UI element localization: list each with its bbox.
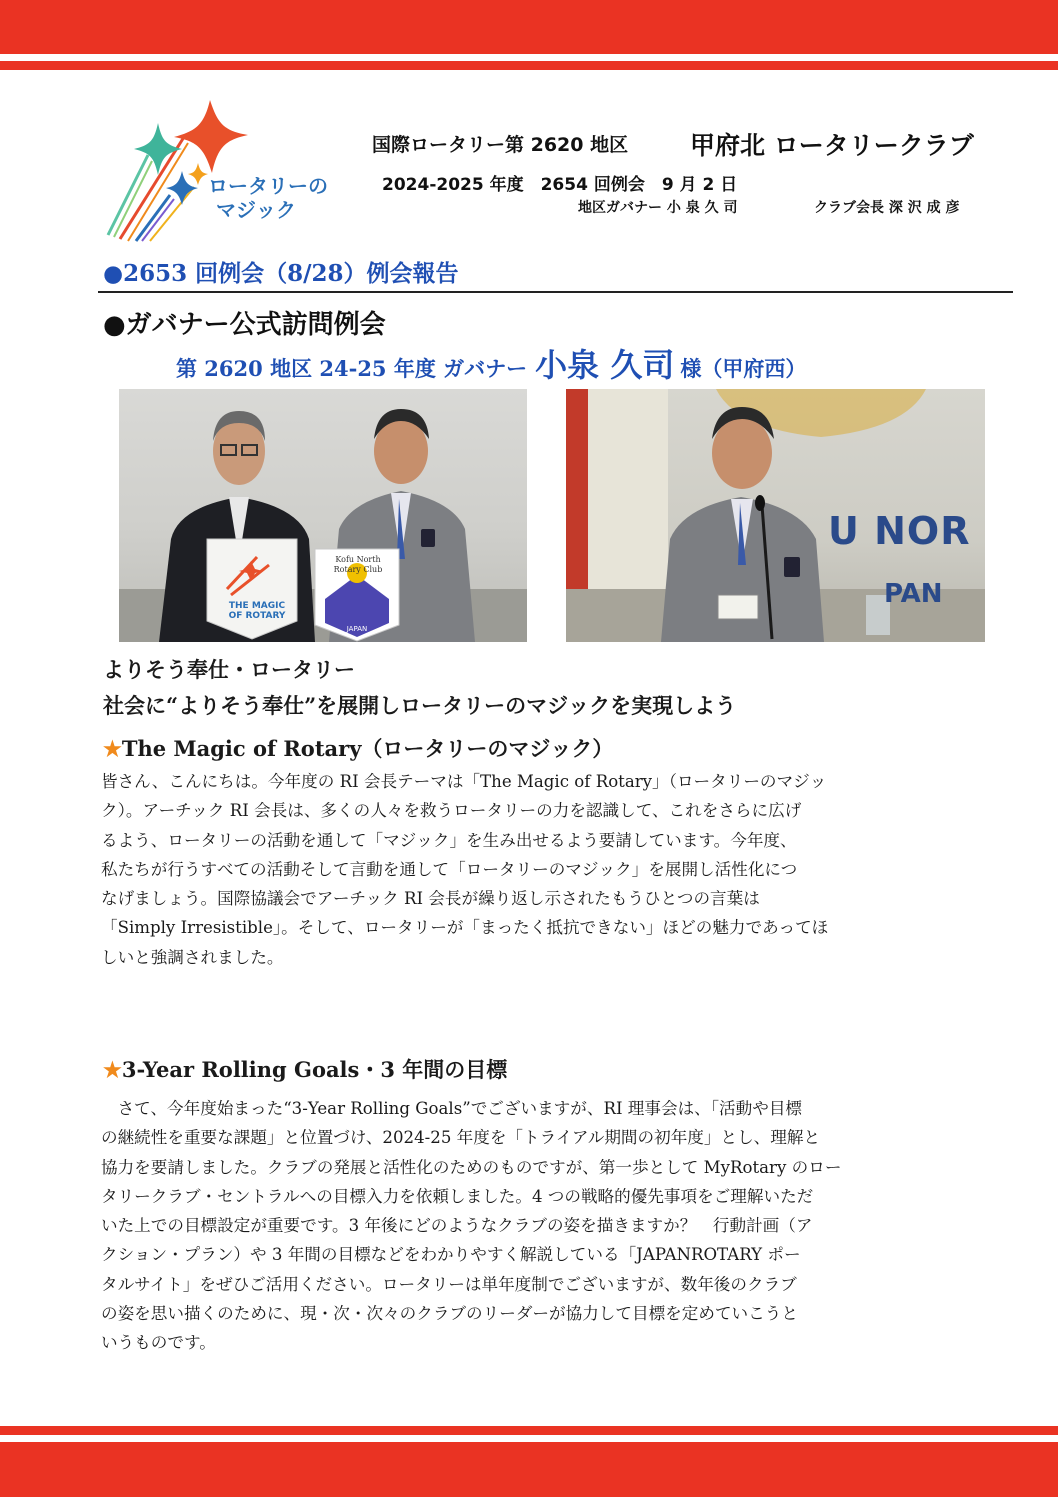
governor-name: 小泉 久司 xyxy=(535,346,675,384)
divider xyxy=(98,291,1013,293)
magic-banner-text: THE MAGIC OF ROTARY xyxy=(228,601,286,621)
paragraph-line: 私たちが行うすべての活動そして言動を通して「ロータリーのマジック」を展開し活性化につ xyxy=(101,859,798,879)
section2-title: 3-Year Rolling Goals・3 年間の目標 xyxy=(121,1057,508,1082)
section1-heading xyxy=(103,733,613,763)
paragraph-line: さて、今年度始まった“3-Year Rolling Goals”でございますが、RI 理事会は、「活動や目標 xyxy=(101,1099,803,1118)
meeting-line: 2024-2025 年度 2654 回例会 9 月 2 日 xyxy=(382,175,738,195)
logo-text-line1: ロータリーの xyxy=(208,174,328,198)
paragraph-line: の継続性を重要な課題」と位置づけ、2024-25 年度を「トライアル期間の初年度」とし、理解と xyxy=(101,1128,821,1148)
star-icon: ★ xyxy=(103,736,122,761)
club-banner-japan: JAPAN xyxy=(346,625,368,633)
paragraph-line: タルサイト」をぜひご活用ください。ロータリーは単年度制でございますが、数年後のクラブ xyxy=(101,1274,797,1294)
sign-text-line1: U NOR xyxy=(828,509,971,553)
logo-text-line2: マジック xyxy=(216,198,296,222)
bottom-red-band xyxy=(0,1442,1058,1497)
governor-suffix: 様（甲府西） xyxy=(680,356,807,381)
top-red-stripe xyxy=(0,61,1058,70)
paragraph-line: 皆さん、こんにちは。今年度の RI 会長テーマは「The Magic of Rotary」（ロータリーのマジッ xyxy=(101,772,827,791)
governor-prefix: 第 2620 地区 24-25 年度 ガバナー xyxy=(176,356,528,381)
section2-body xyxy=(101,1094,1006,1358)
photo-banner-exchange xyxy=(119,389,527,642)
governor-label: 地区ガバナー 小 泉 久 司 xyxy=(578,200,738,216)
club-banner-text: Kofu North Rotary Club xyxy=(333,555,383,574)
report-title: ●2653 回例会（8/28）例会報告 xyxy=(103,260,459,287)
section2-heading xyxy=(103,1054,507,1084)
photo-governor-speech xyxy=(566,389,985,642)
paragraph-line: いうものです。 xyxy=(101,1333,216,1353)
paragraph-line: ク）。アーチック RI 会長は、多くの人々を救うロータリーの力を認識して、これをさらに広げ xyxy=(101,801,802,821)
paragraph-line: いた上での目標設定が重要です。3 年後にどのようなクラブの姿を描きますか？ 行動計画（ア xyxy=(101,1216,813,1236)
paragraph-line: るよう、ロータリーの活動を通して「マジック」を生み出せるよう要請しています。今年度、 xyxy=(101,830,797,850)
paragraph-line: 「Simply Irresistible」。そして、ロータリーが「まったく抵抗できない」ほどの魅力であってほ xyxy=(101,918,829,938)
paragraph-line: なげましょう。国際協議会でアーチック RI 会長が繰り返し示されたもうひとつの言葉は xyxy=(101,889,760,909)
magic-of-rotary-logo xyxy=(100,95,360,245)
section1-body xyxy=(101,767,1006,972)
president-label: クラブ会長 深 沢 成 彦 xyxy=(814,200,960,216)
visit-title: ●ガバナー公式訪問例会 xyxy=(103,310,386,340)
paragraph-line: 協力を要請しました。クラブの発展と活性化のためのものですが、第一歩として MyRotary のロー xyxy=(101,1157,842,1177)
paragraph-line: の姿を思い描くのために、現・次・次々のクラブのリーダーが協力して目標を定めていこうと xyxy=(101,1304,798,1324)
section1-title: The Magic of Rotary（ロータリーのマジック） xyxy=(121,736,614,761)
theme-subtitle: 社会に“よりそう奉仕”を展開しロータリーのマジックを実現しよう xyxy=(103,693,737,718)
governor-banner xyxy=(176,340,806,386)
sign-text-line2: PAN xyxy=(884,579,943,609)
star-icon: ★ xyxy=(103,1057,122,1082)
paragraph-line: クション・プラン）や 3 年間の目標などをわかりやすく解説している「JAPANROTARY ポー xyxy=(101,1245,801,1265)
top-red-band xyxy=(0,0,1058,54)
paragraph-line: タリークラブ・セントラルへの目標入力を依頼しました。4 つの戦略的優先事項をご理解いただ xyxy=(101,1186,814,1206)
club-name: 甲府北 ロータリークラブ xyxy=(690,131,974,160)
paragraph-line: しいと強調されました。 xyxy=(101,947,284,967)
bottom-red-stripe xyxy=(0,1426,1058,1435)
theme-title: よりそう奉仕・ロータリー xyxy=(103,657,355,682)
district-line: 国際ロータリー第 2620 地区 xyxy=(372,134,629,156)
